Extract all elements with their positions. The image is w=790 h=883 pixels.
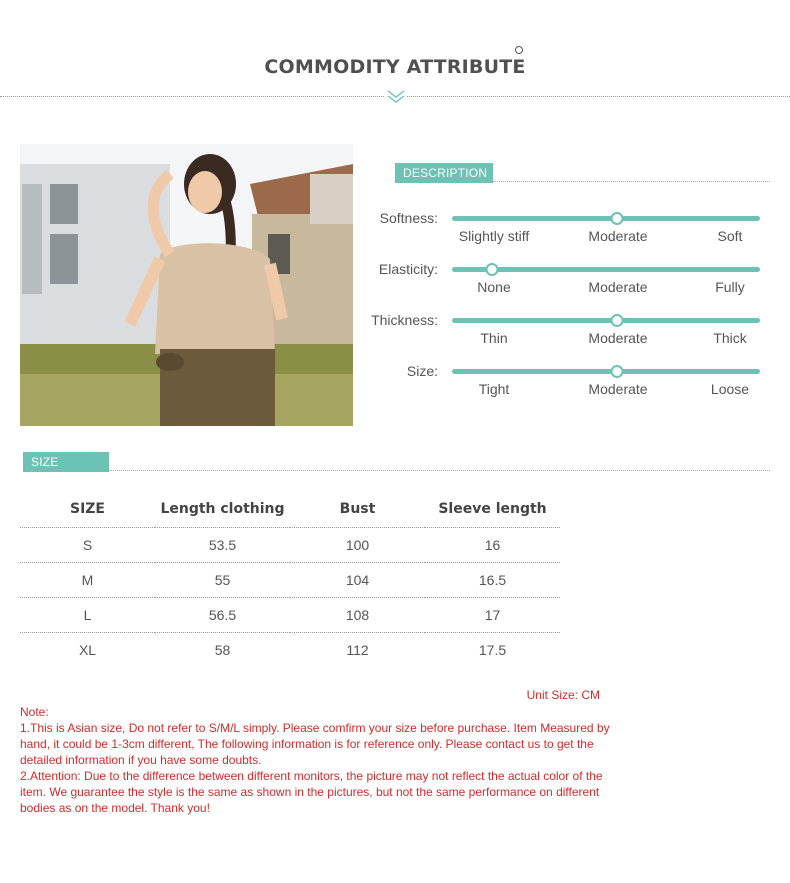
attribute-label: Elasticity: (378, 261, 438, 277)
attribute-marker (611, 314, 624, 327)
attribute-option: Slightly stiff (458, 228, 530, 244)
attribute-option: Moderate (588, 279, 648, 295)
table-cell: L (20, 597, 155, 632)
attribute-label: Thickness: (371, 312, 438, 328)
attribute-scale (452, 216, 760, 221)
table-cell: 53.5 (155, 527, 290, 562)
table-cell: 16.5 (425, 562, 560, 597)
section-title: COMMODITY ATTRIBUTE (264, 56, 526, 78)
description-divider (493, 181, 770, 182)
table-cell: 55 (155, 562, 290, 597)
attribute-softness (360, 210, 770, 252)
column-header: Length clothing (155, 492, 290, 527)
table-cell: 104 (290, 562, 425, 597)
table-cell: S (20, 527, 155, 562)
table-cell: 108 (290, 597, 425, 632)
attribute-label: Softness: (379, 210, 438, 226)
unit-label: Unit Size: CM (526, 688, 600, 702)
table-cell: 17 (425, 597, 560, 632)
attribute-marker (611, 365, 624, 378)
table-cell: 17.5 (478, 641, 507, 658)
table-row (20, 527, 560, 562)
attribute-marker (486, 263, 499, 276)
attribute-scale (452, 369, 760, 374)
note-line: 1.This is Asian size, Do not refer to S/M/L simply. Please comfirm your size before purchase. Item Measured by hand, it could be 1-3cm different, The following information is for reference only. Please contact us to get the detailed information if you have some doubts. (20, 721, 610, 767)
attribute-thickness (360, 312, 770, 354)
table-cell: 16 (425, 527, 560, 562)
column-header: Bust (290, 492, 425, 527)
attribute-option: Tight (478, 381, 510, 397)
table-cell: XL (78, 641, 97, 658)
attribute-option: Fully (715, 279, 745, 295)
size-filter-divider (109, 470, 770, 471)
table-cell: 112 (346, 641, 369, 658)
table-cell: 56.5 (155, 597, 290, 632)
attribute-option: Thin (480, 330, 508, 346)
size-table (20, 492, 560, 667)
attribute-option: Moderate (588, 381, 648, 397)
table-cell: M (20, 562, 155, 597)
attribute-option: None (477, 279, 511, 295)
column-header: SIZE (20, 492, 155, 527)
table-row (20, 632, 560, 667)
size-filter-tag: SIZE FILTER (23, 452, 109, 472)
attribute-option: Soft (717, 228, 743, 244)
attribute-option: Moderate (588, 330, 648, 346)
degree-mark-icon (515, 46, 523, 54)
column-header: Sleeve length (425, 492, 560, 527)
chevron-down-icon (385, 88, 407, 104)
table-row (20, 597, 560, 632)
attribute-option: Thick (713, 330, 747, 346)
attribute-size (360, 363, 770, 405)
attribute-marker (611, 212, 624, 225)
note-title: Note: (20, 705, 49, 719)
attribute-option: Loose (710, 381, 750, 397)
attribute-option: Moderate (588, 228, 648, 244)
description-tag: DESCRIPTION (395, 163, 493, 183)
attribute-elasticity (360, 261, 770, 303)
product-photo (20, 144, 353, 426)
table-row (20, 562, 560, 597)
attribute-scale (452, 318, 760, 323)
table-cell: 100 (290, 527, 425, 562)
note-block (20, 704, 610, 816)
table-header-row (20, 492, 560, 527)
table-cell: 58 (214, 641, 231, 658)
attribute-label: Size: (406, 363, 438, 379)
note-line: 2.Attention: Due to the difference between different monitors, the picture may not reflect the actual color of the item. We guarantee the style is the same as shown in the pictures, but not the same performance on different bodies as on the model. Thank you! (20, 769, 603, 815)
